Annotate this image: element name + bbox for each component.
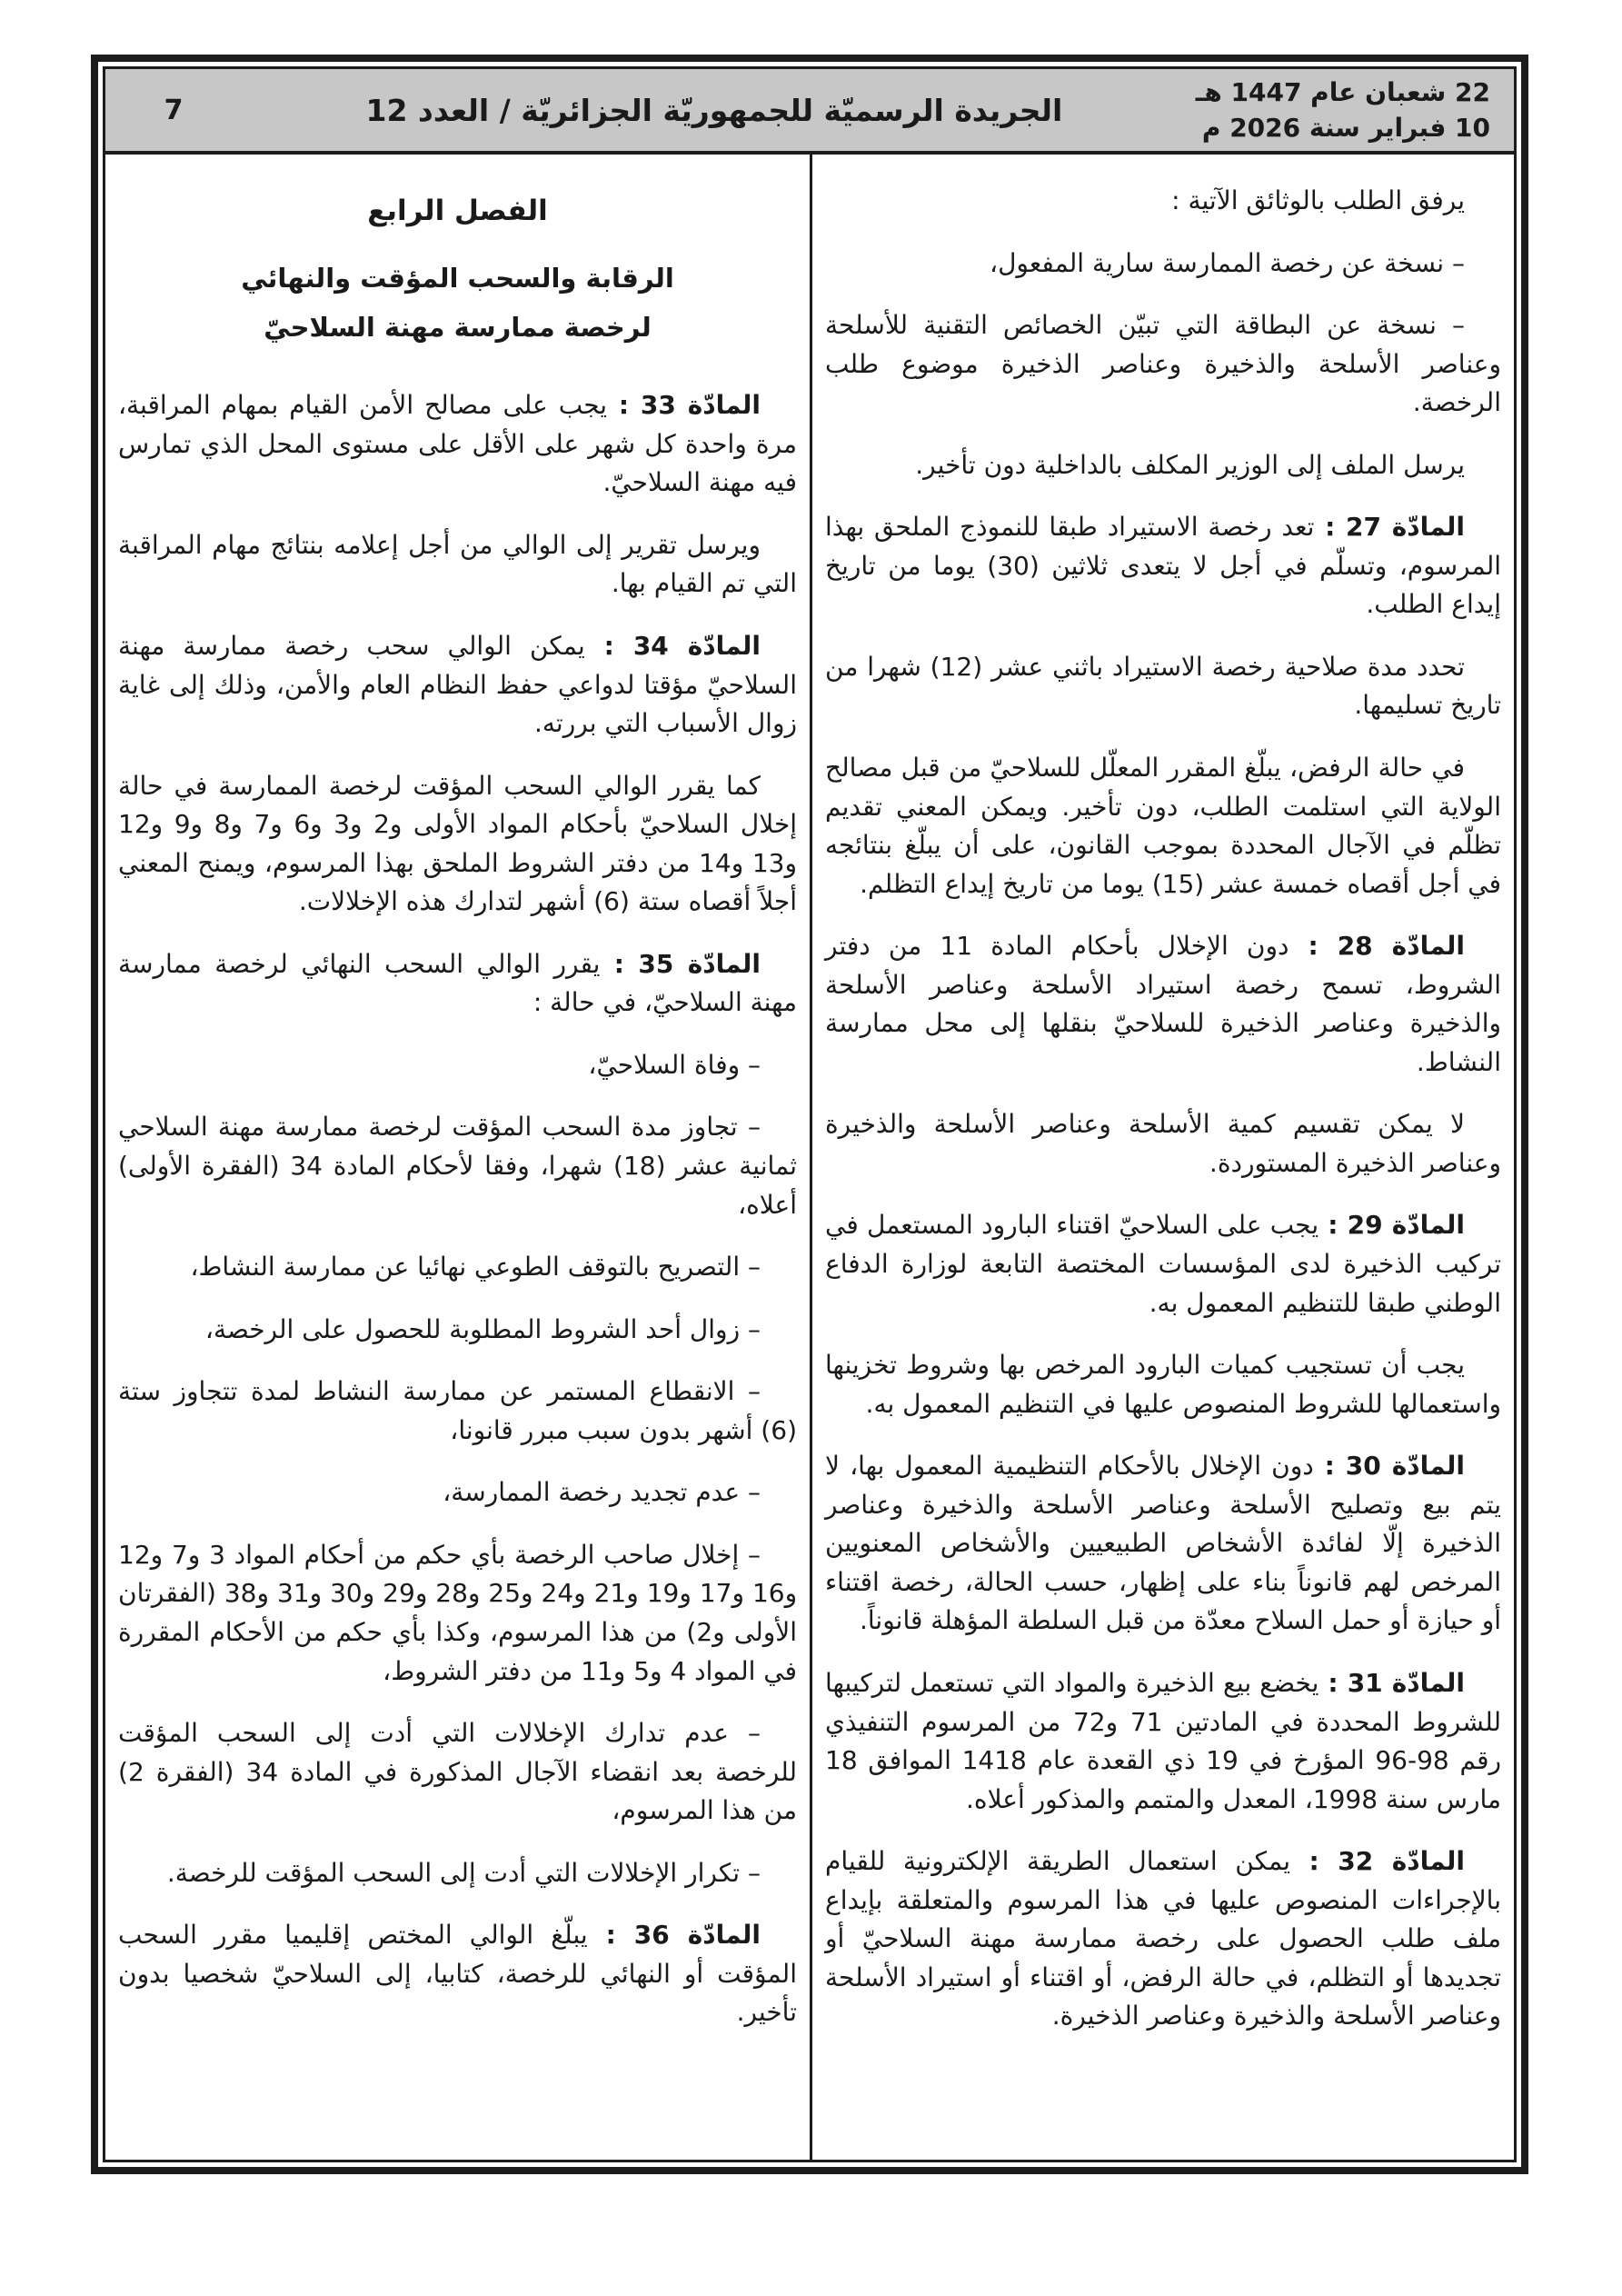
paragraph: – نسخة عن البطاقة التي تبيّن الخصائص التقنية للأسلحة وعناصر الأسلحة والذخيرة وعناصر الذخيرة موضوع طلب الرخصة.: [825, 310, 1501, 418]
paragraph: – نسخة عن رخصة الممارسة سارية المفعول،: [990, 247, 1465, 278]
paragraph: – التصريح بالتوقف الطوعي نهائيا عن ممارسة النشاط،: [190, 1252, 761, 1283]
article-number: المادّة 30 :: [1313, 1451, 1465, 1482]
header-dates: [1187, 73, 1514, 147]
article-paragraph: المادّة 28 : دون الإخلال بأحكام المادة 11 من دفتر الشروط، تسمح رخصة استيراد الأسلحة وعناصر الأسلحة والذخيرة وعناصر الذخيرة للسلاحيّ بنقلها إلى محل ممارسة النشاط.: [825, 931, 1501, 1077]
page-inner-frame: [103, 66, 1517, 2162]
article-paragraph: المادّة 34 : يمكن الوالي سحب رخصة ممارسة مهنة السلاحيّ مؤقتا لدواعي حفظ النظام العام والأمن، وذلك إلى غاية زوال الأسباب التي بررته.: [118, 631, 797, 739]
paragraph: كما يقرر الوالي السحب المؤقت لرخصة الممارسة في حالة إخلال السلاحيّ بأحكام المواد الأولى و2 و3 و6 و7 و8 و9 و12 و13 و14 من دفتر الشروط الملحق بهذا المرسوم، ويمنح المعني أجلاً أقصاه ستة (6) أشهر لتدارك هذه الإخلالات.: [118, 770, 798, 917]
article-number: المادّة 27 :: [1314, 512, 1465, 543]
content-columns: [105, 155, 1514, 2160]
article-paragraph: المادّة 32 : يمكن استعمال الطريقة الإلكترونية للقيام بالإجراءات المنصوص عليها في هذا المرسوم والمتعلقة بإيداع ملف طلب الحصول على رخصة ممارسة مهنة السلاحيّ أو تجديدها أو التظلم، في حالة الرفض، أو اقتناء أو استيراد الأسلحة وعناصر الأسلحة والذخيرة وعناصر الذخيرة.: [825, 1846, 1501, 2031]
article-number: المادّة 36 :: [587, 1920, 761, 1951]
paragraph: – عدم تجديد رخصة الممارسة،: [443, 1477, 761, 1508]
article-number: المادّة 32 :: [1290, 1846, 1465, 1877]
paragraph: – إخلال صاحب الرخصة بأي حكم من أحكام المواد 3 و7 و12 و16 و17 و19 و21 و24 و25 و28 و29 و30 و31 و38 (الفقرتان الأولى و2) من هذا المرسوم، وكذا بأي حكم من الأحكام المقررة في المواد 4 و5 و11 من دفتر الشروط،: [118, 1539, 798, 1686]
paragraph: – وفاة السلاحيّ،: [588, 1049, 761, 1080]
article-number: المادّة 31 :: [1318, 1667, 1466, 1698]
page-header: [105, 69, 1514, 155]
article-number: المادّة 28 :: [1289, 931, 1465, 962]
article-paragraph: المادّة 27 : تعد رخصة الاستيراد طبقا للنموذج الملحق بهذا المرسوم، وتسلّم في أجل لا يتعدى ثلاثين (30) يوما من تاريخ إيداع الطلب.: [825, 512, 1502, 620]
article-paragraph: المادّة 36 : يبلّغ الوالي المختص إقليميا مقرر السحب المؤقت أو النهائي للرخصة، كتابيا، إلى السلاحيّ شخصيا بدون تأخير.: [118, 1920, 797, 2028]
paragraph: – تجاوز مدة السحب المؤقت لرخصة ممارسة مهنة السلاحي ثمانية عشر (18) شهرا، وفقا لأحكام المادة 34 (الفقرة الأولى) أعلاه،: [118, 1112, 798, 1220]
paragraph: – تكرار الإخلالات التي أدت إلى السحب المؤقت للرخصة.: [166, 1857, 761, 1888]
article-number: المادّة 29 :: [1318, 1210, 1465, 1241]
paragraph: تحدد مدة صلاحية رخصة الاستيراد باثني عشر (12) شهرا من تاريخ تسليمها.: [825, 651, 1501, 721]
article-paragraph: المادّة 30 : دون الإخلال بالأحكام التنظيمية المعمول بها، لا يتم بيع وتصليح الأسلحة وعناصر الأسلحة والذخيرة وعناصر الذخيرة إلّا لفائدة الأشخاص الطبيعيين والأشخاص المعنويين المرخص لهم قانوناً بناء على إظهار، حسب الحالة، رخصة اقتناء أو حيازة أو حمل السلاح معدّة من قبل السلطة المؤهلة قانوناً.: [825, 1451, 1501, 1636]
date-gregorian: 10 فبراير سنة 2026 م: [1201, 113, 1490, 143]
chapter-subtitle-line2: لرخصة ممارسة مهنة السلاحيّ: [264, 311, 652, 343]
article-paragraph: المادّة 31 : يخضع بيع الذخيرة والمواد التي تستعمل لتركيبها للشروط المحددة في المادتين 71 و72 من المرسوم التنفيذي رقم 98-96 المؤرخ في 19 ذي القعدة عام 1418 الموافق 18 مارس سنة 1998، المعدل والمتمم والمذكور أعلاه.: [825, 1667, 1501, 1814]
paragraph: لا يمكن تقسيم كمية الأسلحة وعناصر الأسلحة والذخيرة وعناصر الذخيرة المستوردة.: [825, 1109, 1501, 1178]
chapter-subtitle: [118, 255, 797, 352]
column-left: [105, 155, 810, 2160]
chapter-heading: الفصل الرابع: [367, 195, 548, 227]
paragraph: في حالة الرفض، يبلّغ المقرر المعلّل للسلاحيّ من قبل مصالح الولاية التي استلمت الطلب، دون تأخير. ويمكن المعني تقديم تظلّم في الآجال المحددة بموجب القانون، على أن يبلّغ بنتائجه في أجل أقصاه خمسة عشر (15) يوما من تاريخ إيداع التظلم.: [825, 753, 1501, 899]
article-number: المادّة 35 :: [600, 948, 761, 979]
chapter-subtitle-line1: الرقابة والسحب المؤقت والنهائي: [241, 263, 674, 294]
article-paragraph: المادّة 35 : يقرر الوالي السحب النهائي لرخصة ممارسة مهنة السلاحيّ، في حالة :: [118, 948, 797, 1018]
paragraph: يرفق الطلب بالوثائق الآتية :: [1171, 185, 1465, 215]
paragraph: يرسل الملف إلى الوزير المكلف بالداخلية دون تأخير.: [915, 449, 1465, 480]
paragraph: يجب أن تستجيب كميات البارود المرخص بها وشروط تخزينها واستعمالها للشروط المنصوص عليها في التنظيم المعمول به.: [825, 1350, 1501, 1419]
date-hijri: 22 شعبان عام 1447 هـ: [1195, 76, 1490, 107]
left-column-paragraphs: [118, 386, 797, 2032]
article-paragraph: المادّة 33 : يجب على مصالح الأمن القيام بمهام المراقبة، مرة واحدة كل شهر على الأقل على مستوى المحل الذي تمارس فيه مهنة السلاحيّ.: [118, 390, 797, 498]
article-number: المادّة 34 :: [584, 631, 761, 662]
article-number: المادّة 33 :: [607, 390, 761, 421]
journal-title: الجريدة الرسميّة للجمهوريّة الجزائريّة / العدد 12: [365, 92, 1063, 128]
paragraph: – الانقطاع المستمر عن ممارسة النشاط لمدة تتجاوز ستة (6) أشهر بدون سبب مبرر قانونا،: [118, 1376, 797, 1445]
page-number: 7: [164, 94, 184, 126]
paragraph: – زوال أحد الشروط المطلوبة للحصول على الرخصة،: [204, 1313, 761, 1344]
paragraph: ويرسل تقرير إلى الوالي من أجل إعلامه بنتائج مهام المراقبة التي تم القيام بها.: [118, 529, 797, 599]
article-paragraph: المادّة 29 : يجب على السلاحيّ اقتناء البارود المستعمل في تركيب الذخيرة لدى المؤسسات المختصة التابعة لوزارة الدفاع الوطني طبقا للتنظيم المعمول به.: [825, 1210, 1501, 1318]
paragraph: – عدم تدارك الإخلالات التي أدت إلى السحب المؤقت للرخصة بعد انقضاء الآجال المذكورة في المادة 34 (الفقرة 2) من هذا المرسوم،: [118, 1718, 798, 1826]
page-border-frame: [91, 55, 1528, 2174]
column-right: [810, 155, 1514, 2160]
